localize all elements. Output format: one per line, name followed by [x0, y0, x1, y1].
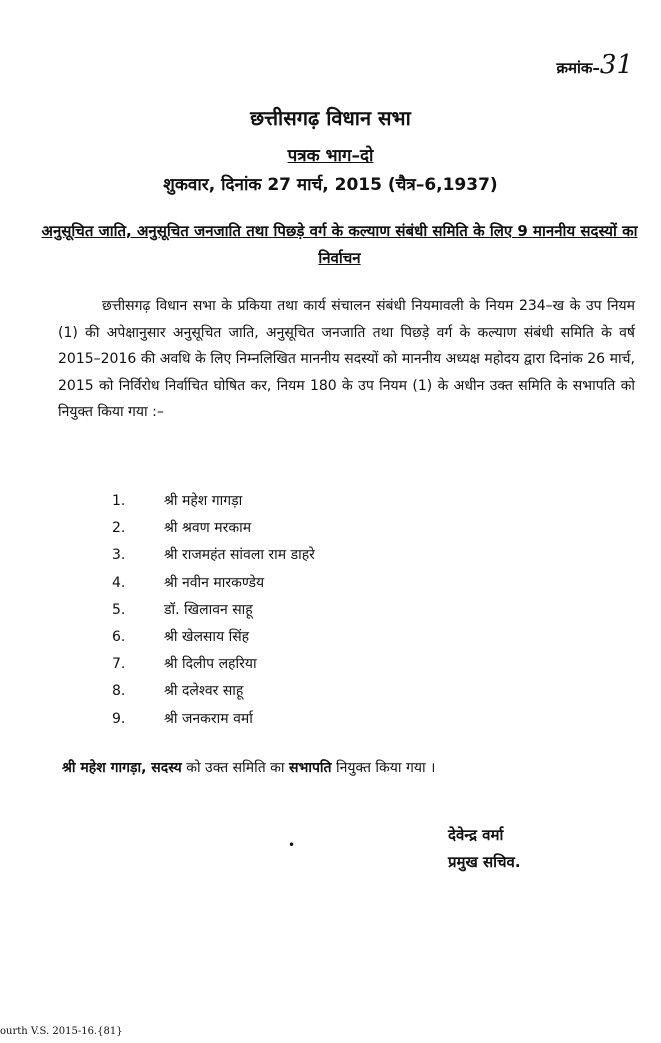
list-item — [112, 515, 315, 542]
stray-mark: • — [288, 838, 296, 852]
member-name: डॉ. खिलावन साहू — [164, 601, 253, 618]
closing-statement — [62, 758, 435, 777]
list-item — [112, 570, 315, 597]
serial-number — [557, 50, 634, 80]
member-name: श्री दलेश्वर साहू — [164, 683, 244, 700]
list-item-number: 8. — [112, 683, 126, 700]
member-list — [112, 488, 315, 733]
closing-text-middle: को उक्त समिति का — [181, 760, 290, 776]
list-item-number: 9. — [112, 710, 126, 727]
list-item-number: 6. — [112, 628, 126, 645]
member-name: श्री नवीन मारकण्डेय — [164, 574, 265, 591]
list-item-number: 4. — [112, 574, 126, 591]
chairman-name: श्री महेश गागड़ा, सदस्य — [62, 760, 182, 776]
list-item-number: 2. — [112, 520, 126, 537]
serial-number-handwritten: 31 — [599, 50, 633, 80]
date-line: शुकवार, दिनांक 27 मार्च, 2015 (चैत्र–6,1937) — [163, 175, 498, 195]
list-item-number: 1. — [112, 493, 126, 509]
serial-label: क्रमांक– — [556, 59, 600, 77]
list-item — [112, 597, 315, 624]
signatory-designation: प्रमुख सचिव. — [448, 853, 521, 871]
bulletin-part-label: पत्रक भाग–दो — [287, 146, 374, 166]
member-name: श्री दिलीप लहरिया — [164, 656, 257, 673]
list-item — [112, 488, 315, 515]
list-item-number: 5. — [112, 601, 126, 618]
member-name: श्री जनकराम वर्मा — [164, 710, 253, 727]
member-name: श्री महेश गागड़ा — [164, 493, 243, 509]
assembly-title: छत्तीसगढ़ विधान सभा — [250, 106, 411, 130]
signature-block — [448, 822, 521, 876]
list-item — [112, 678, 315, 705]
signatory-name: देवेन्द्र वर्मा — [448, 826, 504, 844]
list-item — [112, 542, 315, 569]
notice-heading: अनुसूचित जाति, अनुसूचित जनजाति तथा पिछड़े वर्ग के कल्याण संबंधी समिति के लिए 9 माननीय सदस्यों का निर्वाचन — [41, 222, 638, 267]
chairman-role: सभापति — [289, 760, 332, 776]
list-item-number: 7. — [112, 656, 126, 673]
bulletin-part — [0, 143, 661, 166]
list-item — [112, 706, 315, 733]
closing-text-end: नियुक्त किया गया । — [331, 760, 436, 776]
list-item — [112, 624, 315, 651]
member-name: श्री खेलसाय सिंह — [164, 628, 250, 645]
notice-paragraph: छत्तीसगढ़ विधान सभा के प्रकिया तथा कार्य संचालन संबंधी नियमावली के नियम 234–ख के उप नियम (1) की अपेक्षानुसार अनुसूचित जाति, अनुसूचित जनजाति तथा पिछड़े वर्ग के कल्याण संबंधी समिति के वर्ष 2015–2016 की अवधि के लिए निम्नलिखित माननीय सदस्यों को माननीय अध्यक्ष महोदय द्वारा दिनांक 26 मार्च, 2015 को निर्विरोध निर्वाचित घोषित कर, नियम 180 के उप नियम (1) के अधीन उक्त समिति के सभापति को नियुक्त किया गया :– — [58, 298, 635, 420]
member-name: श्री राजमहंत सांवला राम डाहरे — [164, 547, 315, 564]
page-footer: ourth V.S. 2015-16.{81} — [0, 1026, 123, 1037]
member-name: श्री श्रवण मरकाम — [164, 520, 252, 537]
list-item-number: 3. — [112, 547, 126, 564]
list-item — [112, 651, 315, 678]
